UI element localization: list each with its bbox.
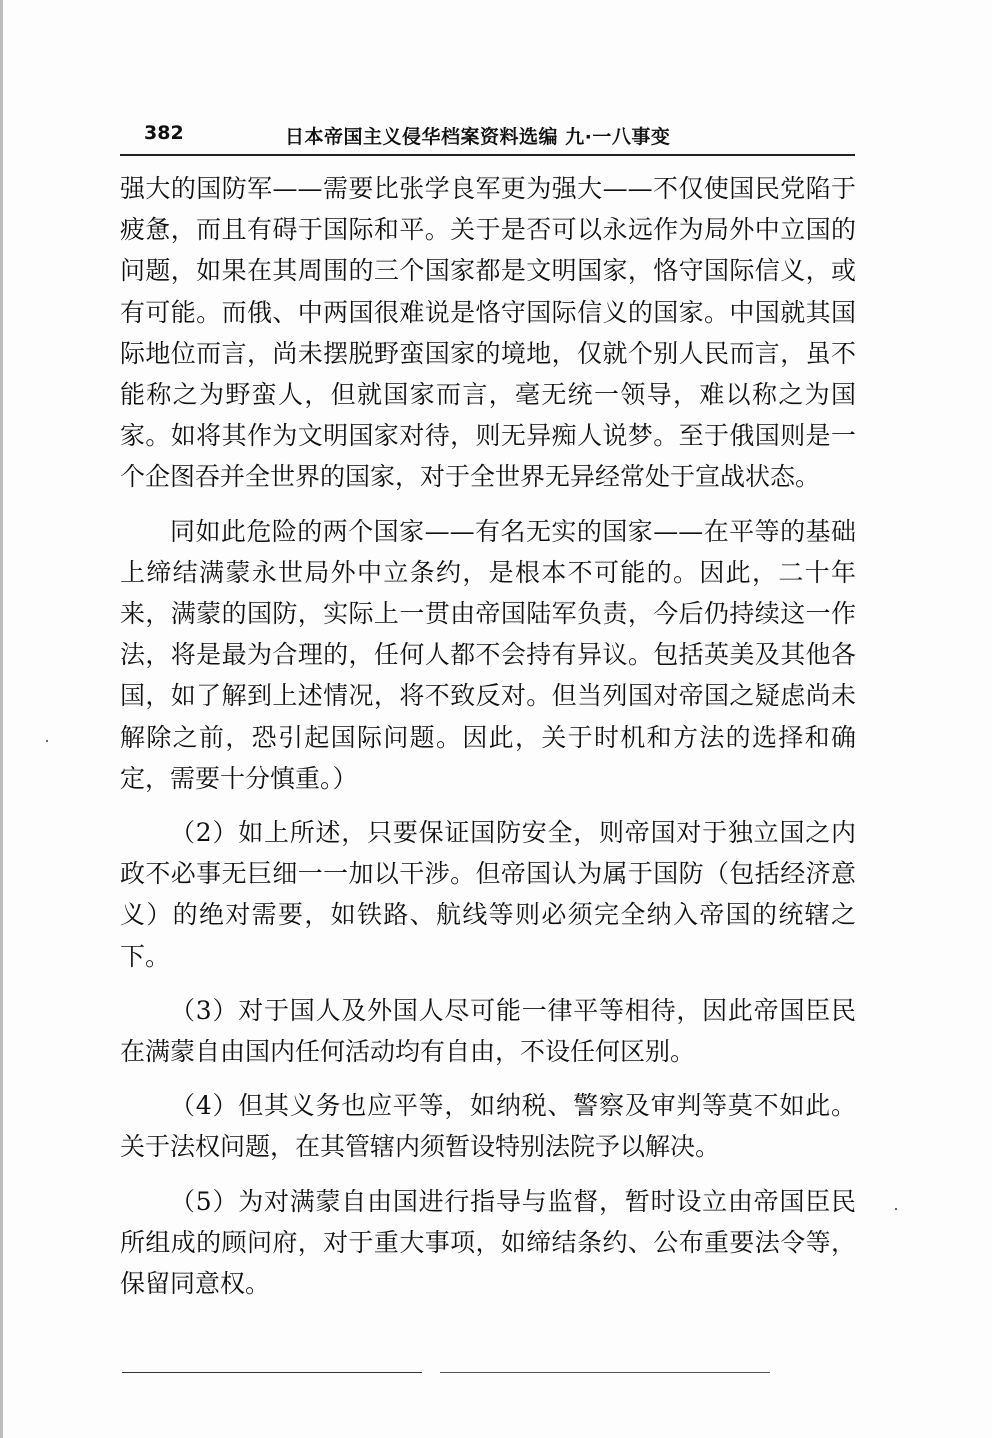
paragraph: （4）但其义务也应平等，如纳税、警察及审判等莫不如此。关于法权问题，在其管辖内须暂设特别法院予以解决。 [120, 1091, 856, 1162]
page-header [120, 112, 855, 156]
paragraph: （3）对于国人及外国人尽可能一律平等相待，因此帝国臣民在满蒙自由国内任何活动均有自由，不设任何区别。 [120, 995, 856, 1067]
scan-speck [895, 1208, 897, 1210]
footer-rule [440, 1372, 770, 1373]
paragraph: 同如此危险的两个国家——有名无实的国家——在平等的基础上缔结满蒙永世局外中立条约，是根本不可能的。因此，二十年来，满蒙的国防，实际上一贯由帝国陆军负责，今后仍持续这一作法，将是最为合理的，任何人都不会持有异议。包括英美及其他各国，如了解到上述情况，将不致反对。但当列国对帝国之疑虑尚未解除之前，恐引起国际问题。因此，关于时机和方法的选择和确定，需要十分慎重。） [120, 516, 856, 793]
paragraph: （5）为对满蒙自由国进行指导与监督，暂时设立由帝国臣民所组成的顾问府，对于重大事项，如缔结条约、公布重要法令等，保留同意权。 [120, 1186, 856, 1299]
paragraph: 强大的国防军——需要比张学良军更为强大——不仅使国民党陷于疲惫，而且有碍于国际和平。关于是否可以永远作为局外中立国的问题，如果在其周围的三个国家都是文明国家，恪守国际信义，或有可能。而俄、中两国很难说是恪守国际信义的国家。中国就其国际地位而言，尚未摆脱野蛮国家的境地，仅就个别人民而言，虽不能称之为野蛮人，但就国家而言，毫无统一领导，难以称之为国家。如将其作为文明国家对待，则无异痴人说梦。至于俄国则是一个企图吞并全世界的国家，对于全世界无异经常处于宣战状态。 [120, 174, 856, 492]
paragraph: （2）如上所述，只要保证国防安全，则帝国对于独立国之内政不必事无巨细一一加以干涉。但帝国认为属于国防（包括经济意义）的绝对需要，如铁路、航线等则必须完全纳入帝国的统辖之下。 [120, 818, 856, 971]
running-title: 日本帝国主义侵华档案资料选编 九·一八事变 [285, 126, 671, 148]
page-left-edge [0, 0, 3, 1438]
header-rule [120, 154, 855, 156]
page-number: 382 [144, 122, 184, 144]
body-text [120, 168, 856, 1304]
scan-speck [46, 740, 48, 742]
footer-rule [122, 1372, 422, 1373]
